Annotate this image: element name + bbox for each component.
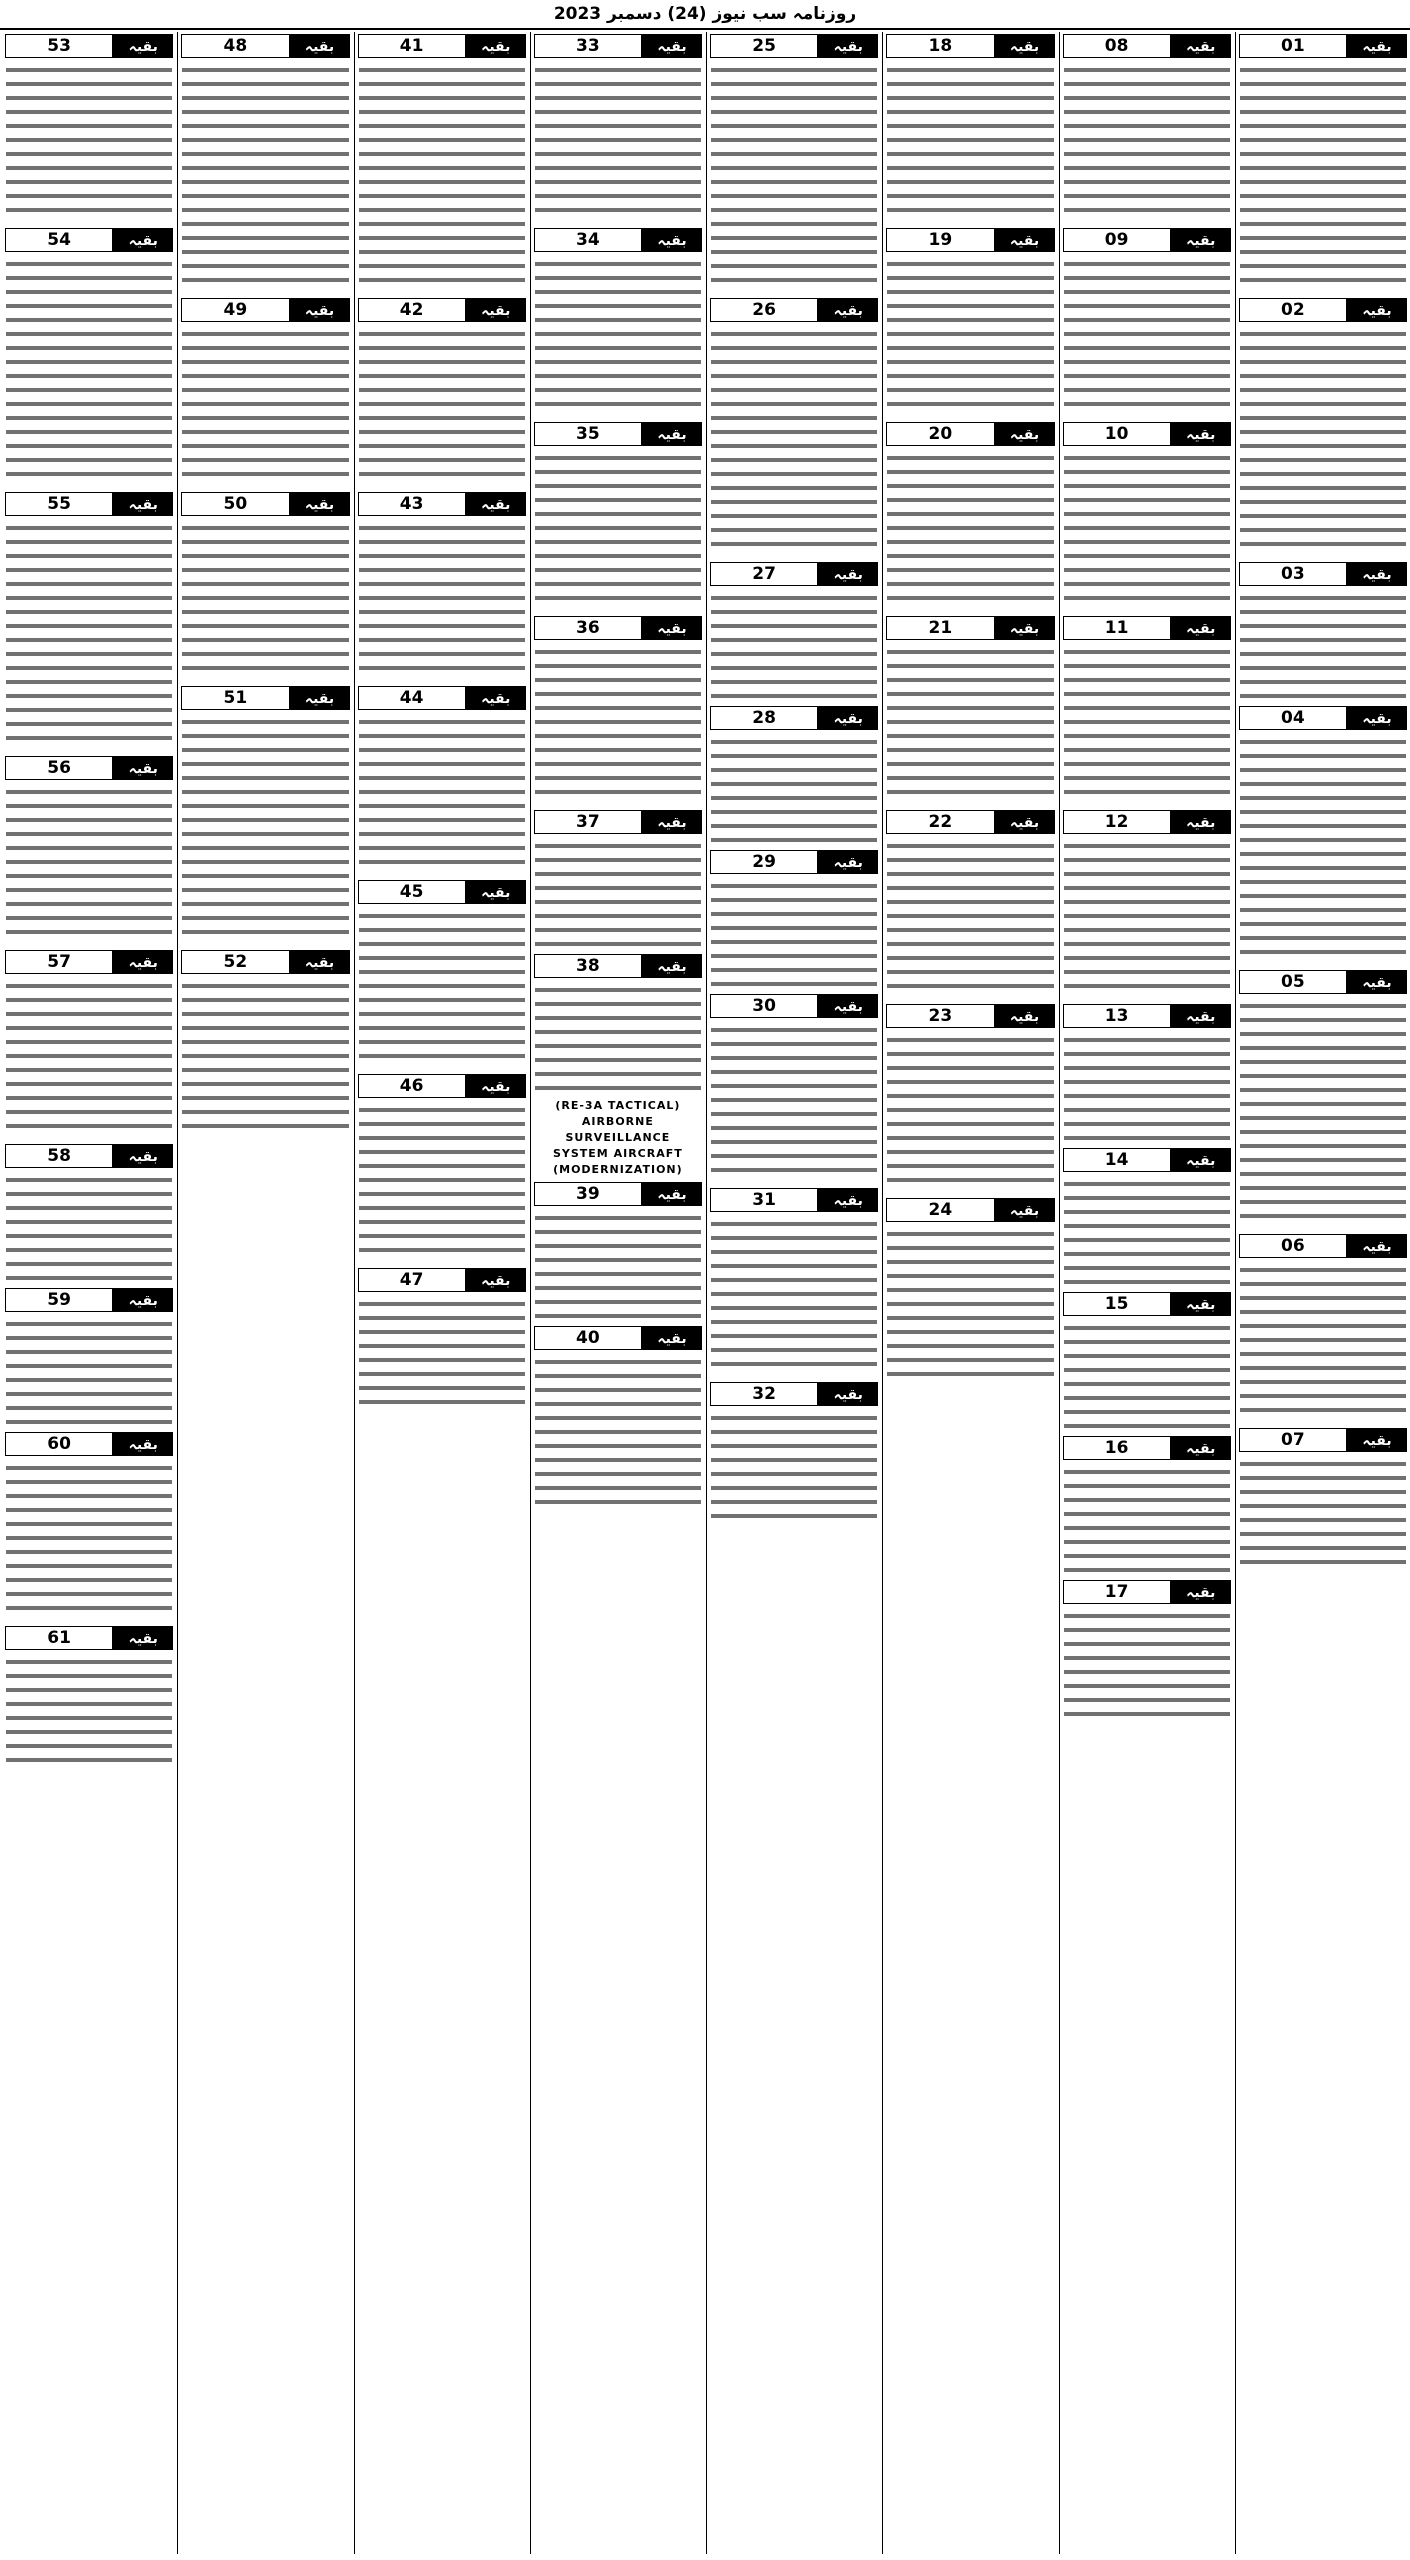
article-text-block <box>1064 450 1230 610</box>
continuation-number: 28 <box>710 706 818 730</box>
continuation-ribbon-23 <box>886 1004 1054 1028</box>
continuation-label: بقیہ <box>1171 228 1231 252</box>
continuation-ribbon-19 <box>886 228 1054 252</box>
continuation-number: 60 <box>5 1432 113 1456</box>
article-text-block <box>535 644 701 804</box>
continuation-label: بقیہ <box>642 954 702 978</box>
continuation-number: 48 <box>181 34 289 58</box>
article-text-block <box>6 62 172 222</box>
article-text-block <box>182 714 348 944</box>
continuation-number: 03 <box>1239 562 1347 586</box>
continuation-number: 20 <box>886 422 994 446</box>
article-text-block <box>1240 326 1406 556</box>
continuation-label: بقیہ <box>995 810 1055 834</box>
article-text-block <box>887 450 1053 610</box>
article-text-block <box>182 520 348 680</box>
continuation-label: بقیہ <box>113 228 173 252</box>
article-text-block <box>359 1102 525 1262</box>
continuation-ribbon-44 <box>358 686 526 710</box>
column-3 <box>882 32 1057 2554</box>
continuation-label: بقیہ <box>642 34 702 58</box>
continuation-label: بقیہ <box>818 562 878 586</box>
continuation-ribbon-07 <box>1239 1428 1407 1452</box>
continuation-number: 39 <box>534 1182 642 1206</box>
article-text-block <box>6 1654 172 1764</box>
article-text-block <box>887 1032 1053 1192</box>
article-text-block <box>1064 1464 1230 1574</box>
article-text-block <box>535 1354 701 1514</box>
continuation-ribbon-32 <box>710 1382 878 1406</box>
continuation-number: 12 <box>1063 810 1171 834</box>
continuation-label: بقیہ <box>1171 422 1231 446</box>
continuation-label: بقیہ <box>113 34 173 58</box>
continuation-ribbon-03 <box>1239 562 1407 586</box>
continuation-label: بقیہ <box>466 492 526 516</box>
article-text-block <box>1240 62 1406 292</box>
continuation-label: بقیہ <box>1171 1580 1231 1604</box>
continuation-label: بقیہ <box>1347 298 1407 322</box>
continuation-ribbon-18 <box>886 34 1054 58</box>
article-text-block <box>535 982 701 1092</box>
continuation-number: 45 <box>358 880 466 904</box>
continuation-ribbon-58 <box>5 1144 173 1168</box>
continuation-ribbon-30 <box>710 994 878 1018</box>
continuation-label: بقیہ <box>1347 562 1407 586</box>
continuation-number: 27 <box>710 562 818 586</box>
continuation-ribbon-48 <box>181 34 349 58</box>
article-text-block <box>1064 1032 1230 1142</box>
continuation-ribbon-28 <box>710 706 878 730</box>
continuation-label: بقیہ <box>290 298 350 322</box>
article-text-block <box>359 1296 525 1406</box>
continuation-label: بقیہ <box>995 34 1055 58</box>
continuation-number: 02 <box>1239 298 1347 322</box>
continuation-label: بقیہ <box>113 492 173 516</box>
continuation-label: بقیہ <box>1171 34 1231 58</box>
continuation-ribbon-21 <box>886 616 1054 640</box>
article-text-block <box>359 714 525 874</box>
continuation-number: 21 <box>886 616 994 640</box>
continuation-label: بقیہ <box>642 1182 702 1206</box>
continuation-label: بقیہ <box>290 34 350 58</box>
continuation-number: 40 <box>534 1326 642 1350</box>
continuation-label: بقیہ <box>1347 1234 1407 1258</box>
continuation-label: بقیہ <box>1171 810 1231 834</box>
continuation-number: 10 <box>1063 422 1171 446</box>
continuation-ribbon-09 <box>1063 228 1231 252</box>
article-text-block <box>535 450 701 610</box>
continuation-number: 36 <box>534 616 642 640</box>
continuation-number: 35 <box>534 422 642 446</box>
article-text-block <box>6 1460 172 1620</box>
continuation-label: بقیہ <box>995 1198 1055 1222</box>
continuation-ribbon-53 <box>5 34 173 58</box>
article-text-block <box>887 62 1053 222</box>
continuation-label: بقیہ <box>995 228 1055 252</box>
continuation-number: 34 <box>534 228 642 252</box>
continuation-ribbon-36 <box>534 616 702 640</box>
continuation-ribbon-51 <box>181 686 349 710</box>
continuation-number: 59 <box>5 1288 113 1312</box>
continuation-number: 61 <box>5 1626 113 1650</box>
continuation-label: بقیہ <box>642 228 702 252</box>
continuation-label: بقیہ <box>466 1268 526 1292</box>
continuation-label: بقیہ <box>466 1074 526 1098</box>
continuation-ribbon-20 <box>886 422 1054 446</box>
article-text-block <box>887 644 1053 804</box>
continuation-label: بقیہ <box>113 756 173 780</box>
continuation-ribbon-12 <box>1063 810 1231 834</box>
article-text-block <box>711 590 877 700</box>
continuation-ribbon-37 <box>534 810 702 834</box>
continuation-label: بقیہ <box>642 616 702 640</box>
article-text-block <box>6 1316 172 1426</box>
continuation-label: بقیہ <box>818 1188 878 1212</box>
continuation-label: بقیہ <box>1171 1292 1231 1316</box>
continuation-ribbon-01 <box>1239 34 1407 58</box>
continuation-number: 29 <box>710 850 818 874</box>
column-7 <box>177 32 352 2554</box>
continuation-ribbon-38 <box>534 954 702 978</box>
continuation-label: بقیہ <box>1347 34 1407 58</box>
continuation-ribbon-05 <box>1239 970 1407 994</box>
article-text-block <box>1064 838 1230 998</box>
continuation-label: بقیہ <box>995 616 1055 640</box>
article-text-block <box>887 838 1053 998</box>
continuation-ribbon-57 <box>5 950 173 974</box>
continuation-label: بقیہ <box>1171 1148 1231 1172</box>
continuation-number: 44 <box>358 686 466 710</box>
article-text-block <box>6 1172 172 1282</box>
continuation-ribbon-33 <box>534 34 702 58</box>
continuation-label: بقیہ <box>466 298 526 322</box>
continuation-number: 30 <box>710 994 818 1018</box>
continuation-label: بقیہ <box>113 1432 173 1456</box>
continuation-label: بقیہ <box>642 422 702 446</box>
article-text-block <box>359 326 525 486</box>
continuation-label: بقیہ <box>818 994 878 1018</box>
continuation-ribbon-11 <box>1063 616 1231 640</box>
masthead-title: روزنامہ سب نیوز (24) دسمبر 2023 <box>0 0 1410 30</box>
continuation-number: 58 <box>5 1144 113 1168</box>
continuation-number: 14 <box>1063 1148 1171 1172</box>
continuation-number: 49 <box>181 298 289 322</box>
continuation-number: 18 <box>886 34 994 58</box>
continuation-number: 57 <box>5 950 113 974</box>
article-text-block <box>6 520 172 750</box>
article-text-block <box>1064 644 1230 804</box>
continuation-number: 24 <box>886 1198 994 1222</box>
continuation-ribbon-47 <box>358 1268 526 1292</box>
continuation-ribbon-29 <box>710 850 878 874</box>
continuation-ribbon-42 <box>358 298 526 322</box>
continuation-ribbon-08 <box>1063 34 1231 58</box>
article-text-block <box>359 908 525 1068</box>
continuation-number: 53 <box>5 34 113 58</box>
continuation-number: 50 <box>181 492 289 516</box>
continuation-ribbon-50 <box>181 492 349 516</box>
continuation-ribbon-60 <box>5 1432 173 1456</box>
continuation-number: 13 <box>1063 1004 1171 1028</box>
article-text-block <box>1240 734 1406 964</box>
continuation-ribbon-26 <box>710 298 878 322</box>
continuation-number: 37 <box>534 810 642 834</box>
article-text-block <box>535 838 701 948</box>
continuation-number: 52 <box>181 950 289 974</box>
article-text-block <box>711 878 877 988</box>
column-4 <box>706 32 881 2554</box>
continuation-number: 04 <box>1239 706 1347 730</box>
continuation-number: 41 <box>358 34 466 58</box>
continuation-label: بقیہ <box>290 950 350 974</box>
continuation-label: بقیہ <box>818 706 878 730</box>
continuation-label: بقیہ <box>466 34 526 58</box>
continuation-ribbon-52 <box>181 950 349 974</box>
continuation-number: 54 <box>5 228 113 252</box>
continuation-number: 42 <box>358 298 466 322</box>
continuation-number: 06 <box>1239 1234 1347 1258</box>
continuation-number: 01 <box>1239 34 1347 58</box>
article-text-block <box>1240 1456 1406 1566</box>
continuation-label: بقیہ <box>113 1626 173 1650</box>
continuation-number: 11 <box>1063 616 1171 640</box>
continuation-label: بقیہ <box>642 1326 702 1350</box>
continuation-number: 56 <box>5 756 113 780</box>
continuation-label: بقیہ <box>1347 970 1407 994</box>
continuation-ribbon-02 <box>1239 298 1407 322</box>
article-text-block <box>1064 1320 1230 1430</box>
article-text-block <box>711 1410 877 1520</box>
article-text-block <box>359 62 525 292</box>
article-text-block <box>359 520 525 680</box>
column-6 <box>354 32 529 2554</box>
column-5 <box>530 32 705 2554</box>
article-text-block <box>1064 1608 1230 1718</box>
article-text-block <box>182 326 348 486</box>
article-text-block <box>182 62 348 292</box>
continuation-number: 38 <box>534 954 642 978</box>
continuation-number: 25 <box>710 34 818 58</box>
continuation-label: بقیہ <box>642 810 702 834</box>
article-text-block <box>6 784 172 944</box>
continuation-ribbon-45 <box>358 880 526 904</box>
continuation-number: 22 <box>886 810 994 834</box>
continuation-number: 51 <box>181 686 289 710</box>
article-text-block <box>1064 62 1230 222</box>
continuation-ribbon-54 <box>5 228 173 252</box>
continuation-label: بقیہ <box>1171 1004 1231 1028</box>
continuation-ribbon-06 <box>1239 1234 1407 1258</box>
continuation-number: 17 <box>1063 1580 1171 1604</box>
continuation-number: 15 <box>1063 1292 1171 1316</box>
continuation-label: بقیہ <box>818 850 878 874</box>
article-text-block <box>711 1022 877 1182</box>
continuation-number: 33 <box>534 34 642 58</box>
continuation-label: بقیہ <box>466 880 526 904</box>
article-text-block <box>535 256 701 416</box>
continuation-label: بقیہ <box>113 1144 173 1168</box>
continuation-label: بقیہ <box>113 1288 173 1312</box>
continuation-label: بقیہ <box>818 34 878 58</box>
continuation-number: 07 <box>1239 1428 1347 1452</box>
article-text-block <box>1240 1262 1406 1422</box>
continuation-label: بقیہ <box>1347 1428 1407 1452</box>
continuation-ribbon-40 <box>534 1326 702 1350</box>
continuation-label: بقیہ <box>1171 1436 1231 1460</box>
article-text-block <box>1064 256 1230 416</box>
article-text-block <box>887 1226 1053 1386</box>
article-text-block <box>711 326 877 556</box>
article-text-block <box>535 62 701 222</box>
continuation-label: بقیہ <box>290 492 350 516</box>
column-2 <box>1059 32 1234 2554</box>
continuation-ribbon-56 <box>5 756 173 780</box>
continuation-ribbon-35 <box>534 422 702 446</box>
continuation-number: 46 <box>358 1074 466 1098</box>
continuation-ribbon-55 <box>5 492 173 516</box>
article-text-block <box>6 256 172 486</box>
continuation-ribbon-41 <box>358 34 526 58</box>
continuation-number: 26 <box>710 298 818 322</box>
continuation-number: 31 <box>710 1188 818 1212</box>
continuation-label: بقیہ <box>995 422 1055 446</box>
column-1 <box>1235 32 1410 2554</box>
continuation-number: 32 <box>710 1382 818 1406</box>
continuation-ribbon-15 <box>1063 1292 1231 1316</box>
article-text-block <box>1240 590 1406 700</box>
continuation-label: بقیہ <box>466 686 526 710</box>
continuation-number: 55 <box>5 492 113 516</box>
article-text-block <box>6 978 172 1138</box>
continuation-number: 09 <box>1063 228 1171 252</box>
continuation-label: بقیہ <box>1347 706 1407 730</box>
continuation-label: بقیہ <box>1171 616 1231 640</box>
article-text-block <box>711 734 877 844</box>
continuation-number: 43 <box>358 492 466 516</box>
continuation-ribbon-34 <box>534 228 702 252</box>
continuation-ribbon-13 <box>1063 1004 1231 1028</box>
continuation-label: بقیہ <box>818 1382 878 1406</box>
article-text-block <box>1240 998 1406 1228</box>
english-note: (RE-3A TACTICAL) AIRBORNE SURVEILLANCE SYSTEM AIRCRAFT (MODERNIZATION) <box>552 1099 683 1176</box>
continuation-number: 47 <box>358 1268 466 1292</box>
continuation-number: 23 <box>886 1004 994 1028</box>
continuation-ribbon-59 <box>5 1288 173 1312</box>
continuation-ribbon-04 <box>1239 706 1407 730</box>
article-text-block <box>711 1216 877 1376</box>
continuation-ribbon-39 <box>534 1182 702 1206</box>
continuation-number: 19 <box>886 228 994 252</box>
continuation-ribbon-43 <box>358 492 526 516</box>
continuation-ribbon-25 <box>710 34 878 58</box>
continuation-ribbon-49 <box>181 298 349 322</box>
continuation-label: بقیہ <box>995 1004 1055 1028</box>
column-8 <box>2 32 176 2554</box>
continuation-label: بقیہ <box>818 298 878 322</box>
article-text-block <box>182 978 348 1138</box>
continuation-ribbon-14 <box>1063 1148 1231 1172</box>
continuation-ribbon-10 <box>1063 422 1231 446</box>
continuation-label: بقیہ <box>113 950 173 974</box>
continuation-ribbon-61 <box>5 1626 173 1650</box>
article-text-block <box>1064 1176 1230 1286</box>
continuation-ribbon-31 <box>710 1188 878 1212</box>
continuation-ribbon-17 <box>1063 1580 1231 1604</box>
continuation-ribbon-24 <box>886 1198 1054 1222</box>
continuation-label: بقیہ <box>290 686 350 710</box>
article-text-block <box>535 1210 701 1320</box>
continuation-number: 05 <box>1239 970 1347 994</box>
continuation-ribbon-22 <box>886 810 1054 834</box>
continuation-ribbon-16 <box>1063 1436 1231 1460</box>
continuation-number: 16 <box>1063 1436 1171 1460</box>
article-text-block <box>887 256 1053 416</box>
continuation-ribbon-46 <box>358 1074 526 1098</box>
continuation-ribbon-27 <box>710 562 878 586</box>
article-text-block <box>711 62 877 292</box>
continuation-number: 08 <box>1063 34 1171 58</box>
